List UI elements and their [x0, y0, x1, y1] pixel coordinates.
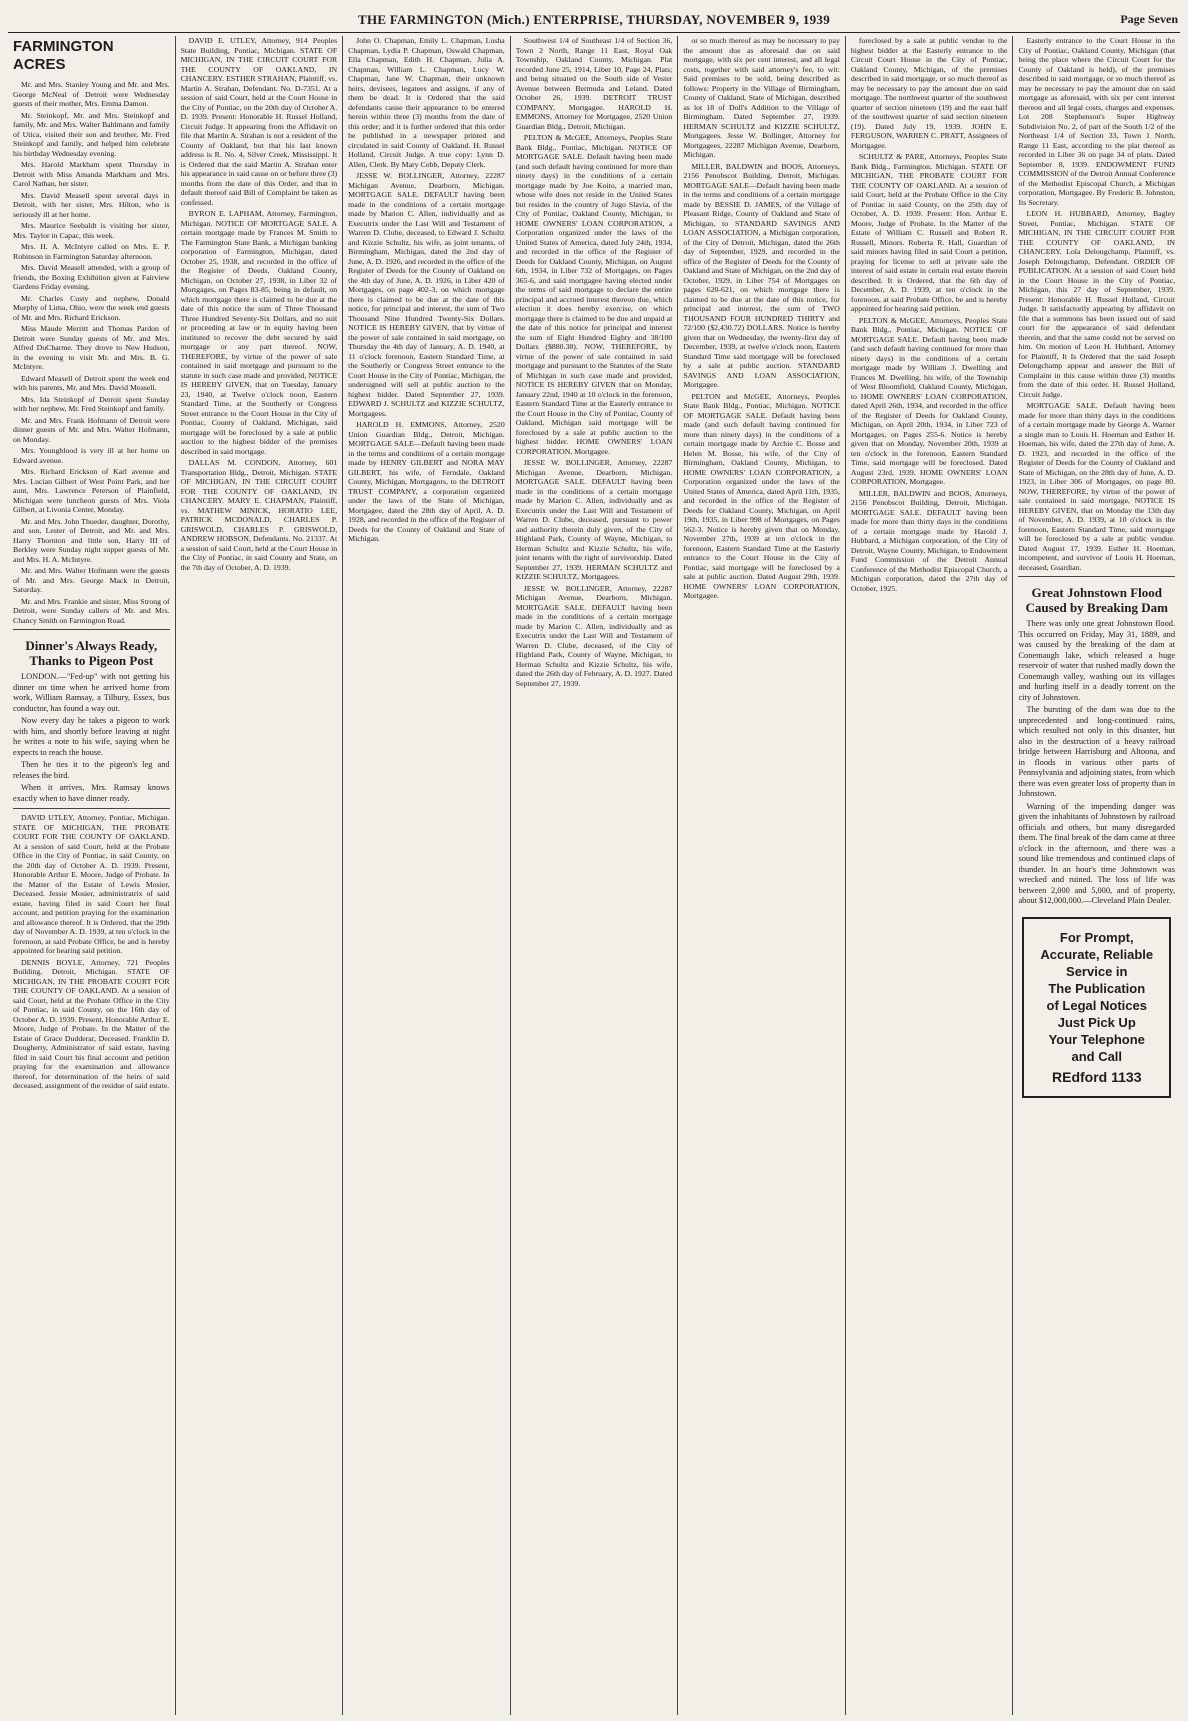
legal-notice: Easterly entrance to the Court House in the City of Pontiac, Oakland County, Michigan (that being the place where the Circuit Court for the County of Oakland is held), of the premises described in said mortgage, or so much thereof as may be necessary to pay the amount due on said mortgage as aforesaid, with six per cent interest thereon and all legal costs, charges and expenses. Lot 208 Stephenson's Super Highway Subdivision No. 2, of part of the South 1/2 of the Northeast 1/4 of Section 33, Town 1 North, Range 11 East, according to the plat thereof as recorded in Liber 36 on page 34 of plats. Dated September 8, 1939. ENDOWMENT FUND COMMISSION of the Detroit Annual Conference of the Methodist Episcopal Church, a Michigan corporation, Mortgagee. By Frederic B. Johnston, Its Secretary.: [1018, 36, 1176, 207]
ad-line: Your Telephone: [1048, 1031, 1145, 1047]
legal-notice: BYRON E. LAPHAM, Attorney, Farmington, Michigan. NOTICE OF MORTGAGE SALE. A certain mortgage made by Frances M. Smith to The Farmington State Bank, a Michigan banking corporation of Farmington, Michigan, dated October 25, 1938, and recorded in the office of the Register of Deeds, Oakland County, Michigan, on October 27, 1938, in Liber 32 of Mortgages, on Pages 83-85, being in default, on which mortgage there is claimed to be due at the date of this notice the sum of Three Thousand Three Hundred Seventy-Six Dollars, and no suit or proceeding at law or in equity having been instituted to recover the debt secured by said mortgage or any part thereof. NOW, THEREFORE, by virtue of the power of sale contained in said mortgage and pursuant to the statute in such case made and provided, NOTICE IS HEREBY GIVEN, that on Tuesday, January 23, 1940, at Twelve o'clock noon, Eastern Standard Time, at the Southerly or Congress Street entrance to the Court House in the City of Pontiac, County of Oakland, Michigan, said mortgage will be foreclosed by a sale at public auction to the highest bidder of the premises described in said mortgage.: [180, 209, 338, 456]
legal-notices: [13, 813, 170, 1091]
news-item: Mrs. Harold Markham spent Thursday in Detroit with Miss Amanda Markham and Mrs. Carol Nathan, her sister.: [13, 160, 170, 188]
ad-line: of Legal Notices: [1046, 997, 1147, 1013]
ad-line: For Prompt,: [1059, 929, 1134, 945]
column-3: [343, 36, 511, 1715]
news-item: Mr. and Mrs. Walter Hofmann were the guests of Mr. and Mrs. George Mack in Detroit, Saturday.: [13, 566, 170, 594]
news-item: Mrs. David Measell attended, with a group of friends, the Boxing Exhibition given at Fairview Gardens Friday evening.: [13, 263, 170, 291]
story-heading: Great Johnstown Flood Caused by Breaking Dam: [1025, 585, 1168, 615]
legal-notices: [683, 36, 840, 601]
page-number: Page Seven: [1120, 12, 1178, 26]
legal-notice: MILLER, BALDWIN and BOOS, Attorneys, 2156 Penobscot Building, Detroit, Michigan. MORTGAGE SALE. DEFAULT having been made for more than thirty days in the conditions of a certain mortgage made by Harold J. Hubbard, a Michigan corporation, of the City of Detroit, Wayne County, Michigan, to Endowment Fund Commission of the Detroit Annual Conference of the Methodist Episcopal Church, a Michigan corporation, dated the 27th day of October, 1925.: [850, 488, 1008, 593]
story-heading: Dinner's Always Ready, Thanks to Pigeon Post: [25, 638, 158, 668]
column-5: [678, 36, 846, 1715]
legal-notice: Southwest 1/4 of Southeast 1/4 of Section 36, Town 2 North, Range 11 East, Royal Oak Township, Oakland County, Michigan. Plat recorded June 25, 1914, Liber 10, Page 24, Plats; and being situated on the South side of Vester Avenue between Bermuda and Leland. Dated October 26, 1939. DETROIT TRUST COMPANY, Mortgagee. HAROLD H. EMMONS, Attorney for Mortgagee, 2520 Union Guardian Bldg., Detroit, Michigan.: [515, 36, 673, 131]
legal-notices: [1018, 36, 1175, 572]
legal-notices: [516, 36, 673, 688]
news-item: Mrs. Ida Steinkopf of Detroit spent Sunday with her nephew, Mr. Fred Steinkopf and family.: [13, 394, 170, 413]
divider: [13, 808, 170, 809]
news-item: Mr. and Mrs. Frankie and sister, Miss Strong of Detroit, were Sunday callers of Mr. and Mrs. Chancy Smith on Farmington Road.: [13, 596, 170, 625]
story-paragraph: There was only one great Johnstown flood. This occurred on Friday, May 31, 1889, and was caused by the breaking of the dam at Conemaugh lake, which released a huge reservoir of water that rushed madly down the Conemaugh valley, washing out its villages and hurling itself in a deadly torrent on the city of Johnstown.: [1018, 619, 1176, 702]
legal-notice: PELTON and McGEE, Attorneys, Peoples State Bank Bldg., Pontiac, Michigan. NOTICE OF MORTGAGE SALE. Default having been made (and such default having continued for more than ninety days) in the conditions of a certain mortgage made by Archie C. Bosse and Helen M. Bosse, his wife, of the City of Birmingham, Oakland County, Michigan, to HOME OWNERS' LOAN CORPORATION, a Corporation organized under the laws of the United States of America, dated April 11th, 1935, and recorded in the office of the Register of Deeds for Oakland County, Michigan, on April 19th, 1935, in Liber 998 of Mortgages, on Pages 562-3. Notice is hereby given that on Monday, November 27th, 1939 at ten o'clock in the forenoon, Eastern Standard Time at the Easterly entrance to the Court House in the City of Pontiac, said mortgage will be foreclosed by a sale at public auction. Dated August 29th, 1939. HOME OWNERS' LOAN CORPORATION, Mortgagee.: [683, 391, 840, 600]
legal-notice: LEON H. HUBBARD, Attorney, Bagley Street, Pontiac, Michigan. STATE OF MICHIGAN, IN THE CIRCUIT COURT FOR THE COUNTY OF OAKLAND, IN CHANCERY. Lola Delongchamp, Plaintiff, vs. Joseph Delongchamp, Defendant. ORDER OF PUBLICATION. At a session of said Court held in the Court House in the City of Pontiac, Michigan, this 27 day of September, 1939. Present: Honorable H. Russel Holland, Circuit Judge. It satisfactorily appearing by affidavit on file that a summons has been issued out of said court for the appearance of said defendant therein, and that the same could not be served on him. On motion of Leon H. Hubbard, Attorney for Plaintiff, It Is Ordered that the said Joseph Delongchamp appear and answer the Bill of Complaint in this cause within three (3) months from the date of this order. H. Russel Holland, Circuit Judge.: [1018, 209, 1176, 399]
legal-notice: DAVID E. UTLEY, Attorney, 914 Peoples State Building, Pontiac, Michigan. STATE OF MICHIGAN, IN THE CIRCUIT COURT FOR THE COUNTY OF OAKLAND, IN CHANCERY. ESTHER STRAHAN, Plaintiff, vs. Martin A. Strahan, Defendant. No. D-7351. At a session of said Court, held at the Court House in the City of Pontiac, on the 20th day of October A. D. 1939. Present: Honorable H. Russel Holland, Circuit Judge. It appearing from the Affidavit on file that Martin A. Strahan is not a resident of the County of Oakland, but that his last known address is R. No. 4, Silver Creek, Mississippi. It is Ordered that the said Martin A. Strahan enter his appearance in said cause on or before three (3) months from the date of this Order, and that in default thereof said Bill of Complaint be taken as confessed.: [180, 36, 338, 207]
column-2: [176, 36, 344, 1715]
news-item: Mrs. Youngblood is very ill at her home on Edward avenue.: [13, 446, 170, 465]
legal-notice: foreclosed by a sale at public vendue to the highest bidder at the Easterly entrance to the Circuit Court House in the City of Pontiac, Oakland County, Michigan, of the premises described in said mortgage, or so much thereof as may be necessary to pay the amount due on said mortgage. The northwest quarter of the southwest quarter of section nineteen (19) and the east half of the southwest quarter of said section nineteen (19). Dated July 19, 1939. JOHN E. FERGUSON, WARREN C. PRATT, Assignees of Mortgagee.: [850, 36, 1008, 150]
newspaper-title: THE FARMINGTON (Mich.) ENTERPRISE, THURSDAY, NOVEMBER 9, 1939: [357, 12, 831, 27]
legal-notice: JESSE W. BOLLINGER, Attorney, 22287 Michigan Avenue, Dearborn, Michigan. MORTGAGE SALE. DEFAULT having been made in the conditions of a certain mortgage made by Marion C. Allen, individually and as Executrix under the Last Will and Testament of Warren D. Clube, deceased, of the City of Highland Park, County of Wayne, Michigan, to Herman Schultz and Kizzie Schultz, his wife, dated the 26th day of February, A. D. 1927. Dated September 27, 1939.: [515, 583, 673, 688]
legal-notice: MORTGAGE SALE. Default having been made for more than thirty days in the conditions of a certain mortgage made by George A. Warner a single man to Louis H. Hoeman and Esther H. Hoeman, his wife, dated the 27th day of June, A. D. 1923, and recorded in the office of the Register of Deeds for the County of Oakland and State of Michigan, on the 28th day of June, A. D. 1923, in Liber 306 of Mortgages, on page 80. NOW, THEREFORE, by virtue of the power of sale contained in said mortgage, NOTICE IS HEREBY GIVEN, that on Monday the 13th day of November, A. D. 1939, at 10 o'clock in the forenoon, Eastern Standard Time, said mortgage will be foreclosed by a sale at public vendue. Dated August 17, 1939. Esther H. Hoeman, incompetent, and survivor of Louis H. Hoeman, deceased, Guardian.: [1018, 401, 1176, 572]
ad-phone-number: REdford 1133: [1052, 1068, 1142, 1085]
columns: [8, 36, 1180, 1715]
column-4: [511, 36, 679, 1715]
ad-text: [1030, 929, 1163, 1065]
ad-line: Just Pick Up: [1057, 1014, 1136, 1030]
legal-notice: MILLER, BALDWIN and BOOS, Attorneys, 2156 Penobscot Building, Detroit, Michigan. MORTGAGE SALE—Default having been made in the terms and conditions of a certain mortgage made by BESSIE D. JAMES, of the Village of Pleasant Ridge, County of Oakland and State of Michigan, to STANDARD SAVINGS AND LOAN ASSOCIATION, a Michigan corporation, of the City of Detroit, Michigan, dated the 26th day of September, 1929, and recorded in the office of the Register of Deeds for the County of Oakland and State of Michigan, on the 2nd day of October, 1929, in Liber 754 of Mortgages on pages 620-621, on which mortgage there is claimed to be due at the date of this notice, for principal and interest, the sum of TWO THOUSAND FOUR HUNDRED THIRTY and 72/100 ($2,430.72) DOLLARS. Notice is hereby given that on Wednesday, the twenty-first day of December, 1939, at twelve o'clock noon, Eastern Standard Time said mortgage will be foreclosed by a sale at public auction. STANDARD SAVINGS AND LOAN ASSOCIATION, Mortgagee.: [683, 161, 840, 389]
story-paragraph: LONDON.—"Fed-up" with not getting his dinner on time when he arrived home from work, William Ramsay, a Tilbury, Essex, bus conductor, has found a way out.: [13, 672, 170, 713]
section-heading: FARMINGTON ACRES: [13, 38, 114, 73]
legal-notice: DALLAS M. CONDON, Attorney, 601 Transportation Bldg., Detroit, Michigan. STATE OF MICHIGAN, IN THE CIRCUIT COURT FOR THE COUNTY OF OAKLAND, IN CHANCERY. MARY E. CHAPMAN, Plaintiff, vs. MATHEW MINICK, HORATIO LEE, PATRICK MCDONALD, CHARLES P. GRISWOLD, CHARLES P. GRISWOLD, ANDREW HOBSON, Defendants. No. 21337. At a session of said Court, held at the Court House in the City of Pontiac, in said County and State, on the 7th day of October, A. D. 1939.: [180, 458, 338, 572]
news-item: Mr. and Mrs. John Thueder, daughter, Dorothy, and son, Lester of Detroit, and Mr. and Mrs. Harry Thornton and little son, Harry III of Berkley were Sunday night supper guests of Mr. and Mrs. H. A. McIntyre.: [13, 516, 170, 564]
legal-notice: HAROLD H. EMMONS, Attorney, 2520 Union Guardian Bldg., Detroit, Michigan. MORTGAGE SALE—Default having been made in the terms and conditions of a certain mortgage made by HENRY GILBERT and NORA MAY GILBERT, his wife, of Ferndale, Oakland County, Michigan, Mortgagors, to the DETROIT TRUST COMPANY, a corporation organized under the laws of the State of Michigan, Mortgagee, dated the 28th day of April, A. D. 1928, and recorded in the office of the Register of Deeds for the County of Oakland and State of Michigan.: [348, 420, 505, 543]
story-paragraph: Then he ties it to the pigeon's leg and releases the bird.: [13, 760, 170, 780]
legal-notice-advertisement: [1022, 917, 1171, 1098]
news-item: Mr. and Mrs. Frank Hofmann of Detroit were dinner guests of Mr. and Mrs. Walter Hofmann, on Monday.: [13, 415, 170, 444]
column-7: [1013, 36, 1180, 1715]
legal-notice: JESSE W. BOLLINGER, Attorney, 22287 Michigan Avenue, Dearborn, Michigan. MORTGAGE SALE. DEFAULT having been made in the conditions of a certain mortgage made by Marion C. Allen, individually and as Executrix under the Last Will and Testament of Warren D. Clube, deceased, to Edward J. Schultz and Kizzie Schultz, his wife, as joint tenants, of Birmingham, Michigan, dated the 2nd day of June, A. D. 1926, and recorded in the office of the Register of Deeds for the County of Oakland on the 4th day of June, A. D. 1926, in Liber 420 of Mortgages, on page 402-3, on which mortgage there is claimed to be due at the date of this notice, for principal and interest, the sum of Two Thousand Nine Hundred Twenty-Six Dollars. NOTICE IS HEREBY GIVEN, that by virtue of the power of sale contained in said mortgage, on Thursday the 4th day of January, A. D. 1940, at 11 o'clock forenoon, Eastern Standard Time, at the Southerly or Congress Street entrance to the Court House in the City of Pontiac, Michigan, the undersigned will sell at public auction to the highest bidder. Dated September 27, 1939. EDWARD J. SCHULTZ and KIZZIE SCHULTZ, Mortgagees.: [348, 171, 505, 418]
social-news: [13, 80, 170, 625]
legal-notice: DAVID UTLEY, Attorney, Pontiac, Michigan. STATE OF MICHIGAN, THE PROBATE COURT FOR THE COUNTY OF OAKLAND. At a session of said Court, held at the Probate Office in the City of Pontiac, in said County, on the 20th day of October A. D. 1939. Present, Honorable Arthur E. Moore, Judge of Probate. In the Matter of the Estate of Lewis Mosier, Deceased. Jessie Mosier, administratrix of said estate, having filed in said Court her final account, and petition praying for the examination and allowance thereof. It is Ordered, that the 29th day of November A. D. 1939, at ten o'clock in the forenoon, at said Probate Office, be and is hereby appointed for hearing said petition.: [13, 813, 170, 955]
legal-notice: PELTON & McGEE, Attorneys, Peoples State Bank Bldg., Pontiac, Michigan. NOTICE OF MORTGAGE SALE. Default having been made (and such default having continued for more than ninety days) in the conditions of a certain mortgage made by Joe Koito, a married man, whose wife does not reside in the United States but resides in the country of Jugo Slavia, of the City of Pontiac, Oakland County, Michigan, to HOME OWNERS' LOAN CORPORATION, a Corporation organized under the laws of the United States of America, dated July 24th, 1934, and recorded in the office of the Register of Deeds for Oakland County, Michigan, on August 6th, 1934, in Liber 732 of Mortgages, on Pages 365-6, and said mortgagee having elected under the terms of said mortgage to declare the entire principal and accrued interest thereon due, which election it does hereby exercise, on which mortgage there is claimed to be due and unpaid at the date of this notice for principal and interest the sum of Eight Hundred Eighty and 38/100 Dollars ($880.38). NOW, THEREFORE, by virtue of the power of sale contained in said mortgage and pursuant to the Statutes of the State of Michigan in such case made and provided, NOTICE IS HEREBY GIVEN that on Monday, January 22nd, 1940 at 10 o'clock in the forenoon, Eastern Standard Time at the Easterly entrance to the Court House in the City of Pontiac, County of Oakland, Michigan said mortgage will be foreclosed by a sale at public auction to the highest bidder. HOME OWNERS' LOAN CORPORATION, Mortgagee.: [515, 133, 673, 456]
story-body: [13, 672, 170, 804]
news-item: Mrs. Maurice Seebaldt is visiting her sister, Mrs. Taylor in Capac, this week.: [13, 221, 170, 240]
legal-notice: DENNIS BOYLE, Attorney, 721 Peoples Building, Detroit, Michigan. STATE OF MICHIGAN, IN THE PROBATE COURT FOR THE COUNTY OF OAKLAND. At a session of said Court, held at the Probate Office in the City of Pontiac, in said County, on the 16th day of October A. D. 1939. Present, Honorable Arthur E. Moore, Judge of Probate. In the Matter of the Estate of Grace Dudderar, Deceased. Franklin D. Dougherty, Administrator of said estate, having filed in said Court his final account and petition praying for the examination and allowance thereof, for determination of the heirs of said deceased, assignment of the residue of said estate.: [13, 957, 170, 1090]
legal-notices: [181, 36, 338, 572]
story-paragraph: Warning of the impending danger was given the inhabitants of Johnstown by railroad officials and others, but many disregarded them. The final break of the dam came at three o'clock in the afternoon, and there was a sound like tremendous and continued claps of thunder. In an hour's time Johnstown was wrecked and ruined. The loss of life was between 2,000 and 5,000, and of property, about $12,000,000.—Cleveland Plain Dealer.: [1018, 801, 1176, 905]
ad-line: and Call: [1071, 1048, 1123, 1064]
legal-notice: or so much thereof as may be necessary to pay the amount due as aforesaid due on said mortgage, with six per cent interest, and all legal costs, together with said attorney's fee, to wit: Said premises to be sold, being described as follows: Property in the Village of Birmingham, County of Oakland, State of Michigan, described as lot 18 of Doll's Addition to the Village of Birmingham. Dated September 27, 1939. HERMAN SCHULTZ and KIZZIE SCHULTZ, Mortgagees. Jesse W. Bollinger, Attorney for Mortgagees, 22287 Michigan Avenue, Dearborn, Michigan.: [683, 36, 840, 159]
legal-notice: PELTON & McGEE, Attorneys, Peoples State Bank Bldg., Pontiac, Michigan. NOTICE OF MORTGAGE SALE. Default having been made (and such default having continued for more than ninety days) in the conditions of a certain mortgage made by William J. Dwelling and Frances M. Dwelling, his wife, of the Township of West Bloomfield, Oakland County, Michigan, to HOME OWNERS' LOAN CORPORATION, dated April 26th, 1934, and recorded in the office of the Register of Deeds for Oakland County, Michigan, on April 20th, 1934, in Liber 723 of Mortgages, on Pages 255-6. Notice is hereby given that on Monday, November 20th, 1939 at ten o'clock in the forenoon, Eastern Standard Time, said mortgage will be foreclosed. Dated August 23rd, 1939. HOME OWNERS' LOAN CORPORATION, Mortgagee.: [850, 315, 1008, 486]
story-body: [1018, 619, 1175, 907]
news-item: Mr. Steinkopf, Mr. and Mrs. Steinkopf and family, Mr. and Mrs. Walter Bahlmann and family of Utica, visited their son and brother, Mr. Fred Steinkopf and family, and helped him celebrate his birthday Wednesday evening.: [13, 110, 170, 158]
news-item: Mrs. H. A. McIntyre called on Mrs. E. P. Robinson in Farmington Saturday afternoon.: [13, 242, 170, 261]
story-paragraph: Now every day he takes a pigeon to work with him, and shortly before leaving at night he writes a note to his wife, saying when he expects to reach the house.: [13, 716, 170, 757]
column-6: [846, 36, 1014, 1715]
story-paragraph: When it arrives, Mrs. Ramsay knows exactly when to have dinner ready.: [13, 783, 170, 803]
legal-notice: SCHULTZ & PARE, Attorneys, Peoples State Bank Bldg., Farmington, Michigan. STATE OF MICHIGAN, THE PROBATE COURT FOR THE COUNTY OF OAKLAND. At a session of said Court, held at the Probate Office in the City of Pontiac in said County, on the 25th day of October, A. D. 1939. Present: Hon. Arthur E. Moore, Judge of Probate. In the Matter of the Estate of William C. Russell and Robert R. Russell, Minors. Roberta R. Hall, Guardian of said minors having filed in said Court a petition, praying for license to sell at private sale the interest of said estate in certain real estate therein described. It is Ordered, that the 6th day of December, A. D. 1939, at ten o'clock in the forenoon, at said Probate Office, be and is hereby appointed for hearing said petition.: [850, 152, 1008, 313]
legal-notice: John O. Chapman, Emily L. Chapman, Lusha Chapman, Lydia P. Chapman, Oswald Chapman, Ella Chapman, Edith H. Chapman, Julia A. Chapman, William L. Chapman, Lucy W. Chapman, Jane W. Chapman, their unknown heirs, devisees, legatees and assigns, if any of them be dead. It is Ordered that the said defendants cause their appearance to be entered herein within three (3) months from the date of this order; and it is further ordered that this order be published in a newspaper printed and circulated in said County of Oakland. H. Russel Holland, Circuit Judge. A true copy: Lynn D. Allen, Clerk. By Mary Cobb, Deputy Clerk.: [348, 36, 505, 169]
news-item: Mrs. Richard Erickson of Karl avenue and Mrs. Lucian Gilbert of West Point Park, and her aunt, Mrs. Lawrence Peterson of Plainfield, Michigan were luncheon guests of Mrs. Viola Gilbert, at Livonia Center, Monday.: [13, 467, 170, 514]
divider: [13, 629, 170, 630]
column-1: [8, 36, 176, 1715]
news-item: Mrs. David Measell spent several days in Detroit, with her sister, Mrs. Hilton, who is seriously ill at her home.: [13, 190, 170, 219]
divider: [1018, 576, 1175, 577]
legal-notice: JESSE W. BOLLINGER, Attorney, 22287 Michigan Avenue, Dearborn, Michigan. MORTGAGE SALE. DEFAULT having been made in the conditions of a certain mortgage made by Marion C. Allen, individually and as Executrix under the Last Will and Testament of Warren D. Clube, deceased, pursuant to power and authority therein duly given, of the City of Highland Park, County of Wayne, Michigan, to Herman Schultz and Kizzie Schultz, his wife, joint tenants with the right of survivorship. Dated September 27, 1939. HERMAN SCHULTZ and KIZZIE SCHULTZ, Mortgagees.: [515, 458, 673, 581]
legal-notices: [348, 36, 505, 544]
story-paragraph: The bursting of the dam was due to the unprecedented and long-continued rains, which resulted not only in this disaster, but also in the destruction of a heavy railroad bridge between Harrisburg and Altoona, and in floods in various other parts of Pennsylvania and adjoining states, from which there was even greater loss of property than in Johnstown.: [1018, 705, 1176, 798]
masthead: [8, 6, 1180, 33]
ad-line: Service in: [1066, 963, 1128, 979]
legal-notices: [851, 36, 1008, 593]
news-item: Miss Maude Merritt and Thomas Pardon of Detroit were Sunday guests of Mr. and Mrs. Alfred DuCharme. They drove to New Hudson, in the evening to visit Mr. and Mrs. B. G. McIntyre.: [13, 324, 170, 371]
ad-line: Accurate, Reliable: [1040, 946, 1154, 962]
news-item: Mr. Charles Custy and nephew, Donald Murphy of Lima, Ohio, were the week end guests of Mr. and Mrs. Richard Erickson.: [13, 293, 170, 322]
news-item: Mr. and Mrs. Stanley Young and Mr. and Mrs. George McNeal of Detroit were Wednesday guests of their mother, Mrs. Emma Damon.: [13, 80, 170, 108]
ad-line: The Publication: [1048, 980, 1146, 996]
news-item: Edward Measell of Detroit spent the week end with his parents, Mr. and Mrs. David Measell.: [13, 373, 170, 392]
